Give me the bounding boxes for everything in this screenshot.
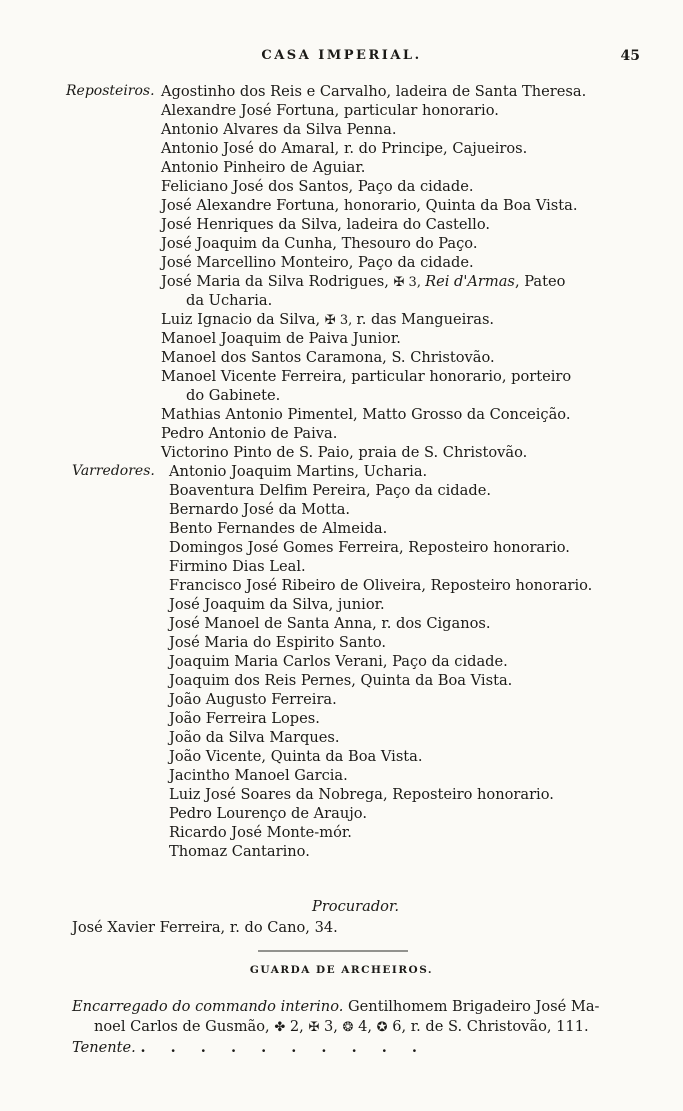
guarda-entry-continuation [94,1017,589,1037]
list-item: José Joaquim da Cunha, Thesouro do Paço. [161,235,478,252]
list-item: Bernardo José da Motta. [169,501,351,518]
list-item: José Marcellino Monteiro, Paço da cidade. [161,254,474,271]
list-item: Firmino Dias Leal. [169,558,306,575]
entry-name: noel Carlos de Gusmão, [94,1018,275,1035]
list-item: Antonio Alvares da Silva Penna. [161,121,397,138]
list-item: João da Silva Marques. [169,729,340,746]
list-item: Agostinho dos Reis e Carvalho, ladeira de Santa Theresa. [161,83,587,100]
guarda-role-label: Encarregado do commando interino. [72,998,344,1015]
cross-order-icon: ✠ [308,1020,320,1035]
list-item: Bento Fernandes de Almeida. [169,520,388,537]
list-item: Boaventura Delfim Pereira, Paço da cidade. [169,482,491,499]
running-title: CASA IMPERIAL. [261,48,422,63]
tenente-label: Tenente. [72,1039,136,1056]
list-item: José Henriques da Silva, ladeira do Castello. [161,216,491,233]
list-item: Victorino Pinto de S. Paio, praia de S. Christovão. [161,444,528,461]
order-grade: 6, r. de S. Christovão, 111. [387,1018,589,1035]
list-item: Alexandre José Fortuna, particular honorario. [161,102,499,119]
list-item: Manoel Joaquim de Paiva Junior. [161,330,401,347]
list-item: João Ferreira Lopes. [169,710,320,727]
list-item: Pedro Lourenço de Araujo. [169,805,367,822]
list-item: Manoel dos Santos Caramona, S. Christovão. [161,349,495,366]
order-grade: 3, [319,1018,343,1035]
list-item: José Manoel de Santa Anna, r. dos Ciganos. [169,615,491,632]
section-label-reposteiros: Reposteiros. [66,83,155,99]
section-divider [258,950,408,952]
entry-name: Luiz Ignacio da Silva, [161,311,325,328]
list-item: José Joaquim da Silva, junior. [169,596,385,613]
page-number: 45 [620,48,640,64]
star-order-icon: ✪ [376,1020,388,1035]
list-item: João Augusto Ferreira. [169,691,337,708]
page-header [0,48,683,72]
list-item-rodrigues [161,272,565,292]
list-item: Antonio Pinheiro de Aguiar. [161,159,366,176]
guarda-entry [72,997,599,1016]
list-item: Joaquim Maria Carlos Verani, Paço da cidade. [169,653,508,670]
list-item-continuation: do Gabinete. [186,387,281,404]
list-item: Jacintho Manoel Garcia. [169,767,348,784]
list-item: José Maria do Espirito Santo. [169,634,387,651]
list-item: Mathias Antonio Pimentel, Matto Grosso da Conceição. [161,406,571,423]
list-item: Francisco José Ribeiro de Oliveira, Reposteiro honorario. [169,577,593,594]
procurador-heading: Procurador. [312,898,399,915]
order-grade: 2, [285,1018,309,1035]
section-label-varredores: Varredores. [72,463,155,479]
guarda-role-text: Gentilhomem Brigadeiro José Ma- [348,998,600,1015]
cross-order-icon: ✠ 3, [324,313,357,328]
list-item: João Vicente, Quinta da Boa Vista. [169,748,423,765]
entry-rest: r. das Mangueiras. [356,311,495,328]
guarda-title: GUARDA DE ARCHEIROS. [249,964,434,976]
list-item: Domingos José Gomes Ferreira, Reposteiro honorario. [169,539,570,556]
entry-rest: , Pateo [514,273,566,290]
rose-order-icon: ❂ [342,1020,354,1035]
list-item: Pedro Antonio de Paiva. [161,425,338,442]
tenente-entry [72,1038,427,1057]
list-item: Feliciano José dos Santos, Paço da cidade. [161,178,474,195]
leader-dots: . . . . . . . . . . [140,1039,427,1056]
list-item: Antonio Joaquim Martins, Ucharia. [169,463,428,480]
entry-title: Rei d'Armas [425,273,515,290]
list-item-continuation: da Ucharia. [186,292,273,309]
list-item: José Alexandre Fortuna, honorario, Quinta da Boa Vista. [161,197,578,214]
list-item: Ricardo José Monte-mór. [169,824,352,841]
cross-order-icon: ✠ 3, [393,275,426,290]
order-badge-icon: ✤ [274,1020,286,1035]
list-item: Luiz José Soares da Nobrega, Reposteiro honorario. [169,786,554,803]
procurador-entry: José Xavier Ferreira, r. do Cano, 34. [72,919,338,936]
order-grade: 4, [353,1018,377,1035]
list-item: Antonio José do Amaral, r. do Principe, Cajueiros. [161,140,528,157]
list-item: Manoel Vicente Ferreira, particular honorario, porteiro [161,368,572,385]
list-item-luiz [161,310,494,330]
list-item: Joaquim dos Reis Pernes, Quinta da Boa Vista. [169,672,513,689]
entry-name: José Maria da Silva Rodrigues, [161,273,394,290]
list-item: Thomaz Cantarino. [169,843,310,860]
